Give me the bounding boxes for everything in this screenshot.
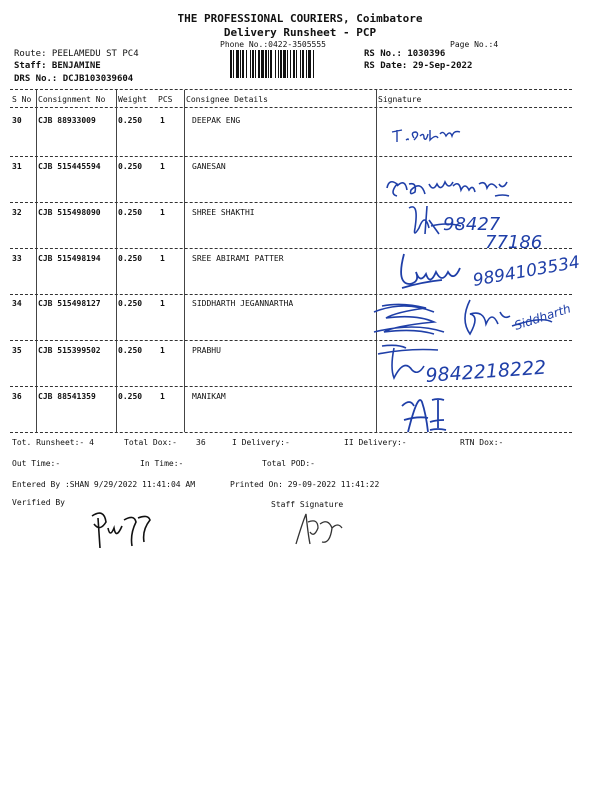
row-pcs: 1 xyxy=(160,162,165,171)
col-sno: S No xyxy=(12,95,32,104)
row-consignment: CJB 515498090 xyxy=(38,208,101,217)
row-pcs: 1 xyxy=(160,254,165,263)
row-consignee: MANIKAM xyxy=(192,392,226,401)
out-time: Out Time:- xyxy=(12,459,61,468)
row-divider xyxy=(10,432,572,433)
svg-text:Siddharth: Siddharth xyxy=(512,301,573,333)
row-weight: 0.250 xyxy=(118,254,143,263)
row-consignment: CJB 515498127 xyxy=(38,299,101,308)
row-consignee: GANESAN xyxy=(192,162,226,171)
svg-text:9894103534: 9894103534 xyxy=(471,252,582,291)
row-consignment: CJB 88541359 xyxy=(38,392,96,401)
i-delivery: I Delivery:- xyxy=(232,438,290,447)
row-consignment: CJB 88933009 xyxy=(38,116,96,125)
signature-row-34 xyxy=(370,292,600,344)
signature-row-35 xyxy=(376,338,586,392)
col-pcs: PCS xyxy=(158,95,173,104)
svg-text:9842218222: 9842218222 xyxy=(424,356,547,387)
total-dox-value: 36 xyxy=(196,438,206,447)
row-weight: 0.250 xyxy=(118,299,143,308)
row-sno: 34 xyxy=(12,299,22,308)
row-weight: 0.250 xyxy=(118,208,143,217)
printed-on: Printed On: 29-09-2022 11:41:22 xyxy=(230,480,380,489)
barcode xyxy=(230,50,354,82)
row-weight: 0.250 xyxy=(118,116,143,125)
row-sno: 32 xyxy=(12,208,22,217)
rs-date: RS Date: 29-Sep-2022 xyxy=(364,61,473,71)
page-number: Page No.:4 xyxy=(450,40,499,49)
row-consignee: PRABHU xyxy=(192,346,221,355)
route: Route: PEELAMEDU ST PC4 xyxy=(14,49,139,59)
rs-number: RS No.: 1030396 xyxy=(364,49,446,59)
row-pcs: 1 xyxy=(160,346,165,355)
svg-text:77186: 77186 xyxy=(485,232,543,253)
row-consignment: CJB 515445594 xyxy=(38,162,101,171)
row-consignee: SHREE SHAKTHI xyxy=(192,208,255,217)
row-consignment: CJB 515498194 xyxy=(38,254,101,263)
row-pcs: 1 xyxy=(160,116,165,125)
signature-row-30 xyxy=(388,118,468,150)
in-time: In Time:- xyxy=(140,459,184,468)
staff-signature xyxy=(292,508,352,552)
column-separator xyxy=(36,90,37,432)
divider xyxy=(10,107,572,108)
tot-runsheet: Tot. Runsheet:- 4 xyxy=(12,438,94,447)
col-weight: Weight xyxy=(118,95,147,104)
signature-row-36 xyxy=(398,392,458,440)
row-consignee: DEEPAK ENG xyxy=(192,116,241,125)
staff: Staff: BENJAMINE xyxy=(14,61,101,71)
column-separator xyxy=(116,90,117,432)
row-sno: 35 xyxy=(12,346,22,355)
col-signature: Signature xyxy=(378,95,422,104)
total-pod: Total POD:- xyxy=(262,459,315,468)
verified-by: Verified By xyxy=(12,498,65,507)
row-sno: 33 xyxy=(12,254,22,263)
phone-number: Phone No.:0422-3505555 xyxy=(220,40,326,49)
divider xyxy=(10,89,572,90)
row-weight: 0.250 xyxy=(118,346,143,355)
row-sno: 36 xyxy=(12,392,22,401)
row-pcs: 1 xyxy=(160,208,165,217)
entered-by: Entered By :SHAN 9/29/2022 11:41:04 AM xyxy=(12,480,196,489)
row-pcs: 1 xyxy=(160,299,165,308)
row-divider xyxy=(10,156,572,157)
row-sno: 31 xyxy=(12,162,22,171)
document-title: Delivery Runsheet - PCP xyxy=(223,26,377,39)
row-weight: 0.250 xyxy=(118,162,143,171)
rtn-dox: RTN Dox:- xyxy=(460,438,504,447)
col-consignment: Consignment No xyxy=(38,95,106,104)
signature-row-32 xyxy=(405,200,555,254)
row-sno: 30 xyxy=(12,116,22,125)
row-consignee: SIDDHARTH JEGANNARTHA xyxy=(192,299,294,308)
row-consignment: CJB 515399502 xyxy=(38,346,101,355)
row-consignee: SREE ABIRAMI PATTER xyxy=(192,254,284,263)
company-name: THE PROFESSIONAL COURIERS, Coimbatore xyxy=(177,12,423,25)
signature-text: T. sakthi xyxy=(388,118,394,119)
svg-text:98427: 98427 xyxy=(443,214,501,235)
col-consignee: Consignee Details xyxy=(186,95,268,104)
ii-delivery: II Delivery:- xyxy=(344,438,407,447)
row-pcs: 1 xyxy=(160,392,165,401)
column-separator xyxy=(184,90,185,432)
drs-number: DRS No.: DCJB103039604 xyxy=(14,74,134,84)
staff-signature-label: Staff Signature xyxy=(271,500,344,509)
verifier-signature xyxy=(86,506,156,554)
row-weight: 0.250 xyxy=(118,392,143,401)
total-dox-label: Total Dox:- xyxy=(124,438,177,447)
